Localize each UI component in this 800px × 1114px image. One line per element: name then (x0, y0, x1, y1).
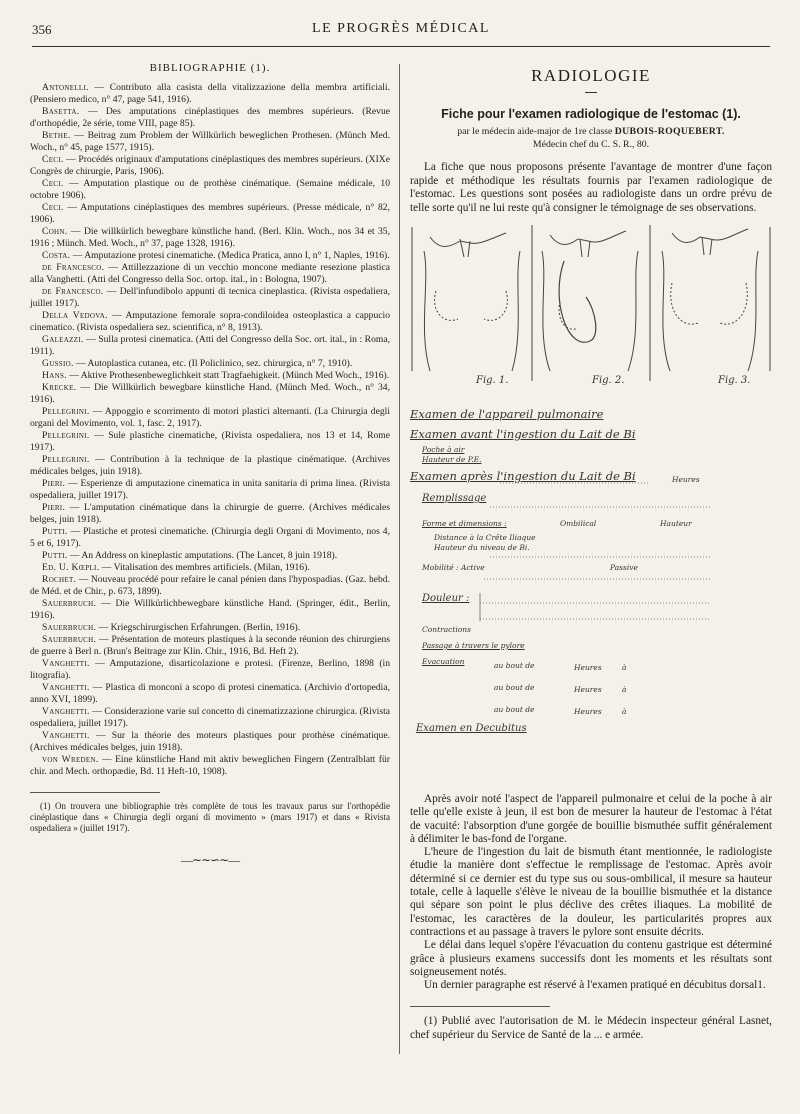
bibliography-entry (30, 370, 390, 382)
entry-author: Ceci. (42, 202, 64, 213)
form-shape: Forme et dimensions : (422, 519, 507, 528)
entry-text: — Appoggio e scorrimento di motori plastici alternanti. (La Chirurgia degli organi del Movimento, vol. 1, fasc. 2, 1917). (30, 406, 390, 429)
running-title: LE PROGRÈS MÉDICAL (312, 21, 490, 36)
entry-text: — L'amputation cinématique dans la chirurgie de guerre. (Archives médicales belges, juin 1918). (30, 502, 390, 525)
entry-text: — Sulla protesi cinematica. (Atti del Congresso della Soc. ort. ital., in : Roma, 1911). (30, 334, 390, 357)
form-mobility: Mobilité : Active (422, 563, 485, 572)
form-at-2: à (622, 685, 627, 694)
article-author (410, 125, 772, 151)
form-contractions: Contractions (422, 625, 471, 634)
entry-author: Bethe. (42, 130, 71, 141)
page-header (32, 18, 770, 47)
bibliography-entry (30, 334, 390, 358)
entry-author: Sauerbruch. (42, 598, 97, 609)
entry-text: — Esperienze di amputazione cinematica in unita sanitaria di prima linea. (Rivista ospedaliera, juillet 1917). (30, 478, 390, 501)
entry-text: — Sur la théorie des moteurs plastiques pour prothèse cinématique. (Archives médicales belges, juin 1918). (30, 730, 390, 753)
footnote-separator (410, 1006, 550, 1007)
entry-author: Cohn. (42, 226, 68, 237)
form-at-3: à (622, 707, 627, 716)
bibliography-entry (30, 226, 390, 250)
body-paragraph: Un dernier paragraphe est réservé à l'examen pratiqué en décubitus dorsal1. (424, 979, 766, 992)
stomach-figures (410, 221, 772, 403)
bibliography-entry (30, 634, 390, 658)
bibliography-entry (30, 106, 390, 130)
entry-text: — Kriegschirurgischen Erfahrungen. (Berlin, 1916). (96, 622, 301, 633)
title-dash (585, 92, 597, 93)
bibliography-entry (30, 706, 390, 730)
entry-text: — Présentation de moteurs plastiques à la seconde réunion des chirurgiens de guerre à Berl n. (Brun's Beitrage zur Klin. Chir., 1916, Bd. Heft 2). (30, 634, 390, 657)
entry-text: — Autoplastica cutanea, etc. (Il Policlinico, sez. chirurgica, n° 7, 1910). (73, 358, 353, 369)
entry-author: de Francesco. (42, 262, 105, 273)
entry-text: — Nouveau procédé pour refaire le canal pénien dans l'hypospadias. (Gaz. hebd. de Méd. et de Chir., p. 673, 1899). (30, 574, 390, 597)
article-title: Fiche pour l'examen radiologique de l'estomac (1). (441, 107, 741, 121)
bibliography-entry (30, 262, 390, 286)
figure-caption-3: Fig. 3. (718, 375, 751, 386)
article-footnote: (1) Publié avec l'autorisation de M. le Médecin inspecteur général Lasnet, chef supérieur du Service de Santé de la ... e armée. (410, 1015, 772, 1041)
form-height-pe: Hauteur de P.E. (422, 455, 482, 464)
bibliography-entry (30, 730, 390, 754)
bibliography-entry (30, 178, 390, 202)
bibliography-entry (30, 430, 390, 454)
form-bi-level: Hauteur du niveau de Bi. (434, 543, 530, 552)
entry-text: — Die Willkürlich bewegbare künstliche Hand. (Münch Med. Woch., n° 34, 1916). (30, 382, 390, 405)
form-at-1: à (622, 663, 627, 672)
author-role: Médecin chef du C. S. R., 80. (532, 139, 650, 150)
entry-text: — Contribution à la technique de la plastique cinématique. (Archives médicales belges, juin 1918). (30, 454, 390, 477)
entry-author: Pellegrini. (42, 454, 90, 465)
entry-text: — Dell'infundibolo appunti di tecnica cineplastica. (Rivista ospedaliera, juillet 1917). (30, 286, 390, 309)
radiology-form (410, 407, 772, 759)
entry-author: Putti. (42, 526, 68, 537)
form-evacuation: Evacuation (422, 657, 465, 666)
bibliography-entry (30, 454, 390, 478)
entry-text: — Die Willkürlichbewegbare künstliche Hand. (Springer, édit., Berlin, 1916). (30, 598, 390, 621)
ornament-divider: —∼∼∽∼— (180, 853, 240, 867)
entry-author: Ed. U. Kœpli. (42, 562, 100, 573)
form-umbilical: Ombilical (560, 519, 597, 528)
figure-caption-1: Fig. 1. (476, 375, 509, 386)
page-number: 356 (32, 22, 52, 37)
bibliography-entry (30, 682, 390, 706)
bibliography-entry (30, 202, 390, 226)
entry-text: — Beitrag zum Problem der Willkürlich beweglichen Prothesen. (Münch Med. Woch., n° 45, page 1577, 1915). (30, 130, 390, 153)
bibliography-entry (30, 250, 390, 262)
form-hours-2: Heures (574, 685, 602, 694)
entry-author: Vanghetti. (42, 706, 90, 717)
form-filling: Remplissage (422, 493, 487, 504)
entry-author: Vanghetti. (42, 658, 90, 669)
entry-author: Ceci. (42, 154, 64, 165)
entry-author: Vanghetti. (42, 682, 90, 693)
entry-text: — Considerazione varie sul concetto di cinematizzazione chirurgica. (Rivista ospedaliera, juillet 1917). (30, 706, 390, 729)
form-pylorus: Passage à travers le pylore (422, 641, 525, 650)
bibliography-entry (30, 310, 390, 334)
form-hours-label: Heures (672, 475, 700, 484)
body-paragraph: Après avoir noté l'aspect de l'appareil pulmonaire et celui de la poche à air telle qu'elle existe à jeun, il est bon de mesurer la hauteur de l'estomac à l'état de vacuité: l'absorption d'une gorgée de bouillie bismuthée suffit généralement à délimiter le bas-fond de l'organe. (410, 793, 772, 845)
bibliography-title: BIBLIOGRAPHIE (1). (149, 62, 271, 74)
entry-author: Vanghetti. (42, 730, 90, 741)
entry-author: Della Vedova. (42, 310, 108, 321)
entry-author: von Wreden. (42, 754, 99, 765)
figure-caption-2: Fig. 2. (592, 375, 625, 386)
bibliography-entry (30, 562, 390, 574)
entry-author: Basetta. (42, 106, 80, 117)
radiologie-column (410, 62, 772, 759)
entry-author: Ceci. (42, 178, 64, 189)
entry-text: — Amputation plastique ou de prothèse cinématique. (Semaine médicale, 10 octobre 1906). (30, 178, 390, 201)
form-hours-1: Heures (574, 663, 602, 672)
form-passive: Passive (610, 563, 638, 572)
entry-author: Krecke. (42, 382, 77, 393)
bibliography-entry (30, 130, 390, 154)
form-air-pocket: Poche à air (422, 445, 465, 454)
column-rule (399, 64, 400, 1054)
entry-author: de Francesco. (42, 286, 104, 297)
entry-author: Galeazzi. (42, 334, 84, 345)
entry-text: — Amputazione protesi cinematiche. (Medica Pratica, anno I, n° 1, Naples, 1916). (70, 250, 390, 261)
bibliography-column (30, 62, 390, 866)
bibliography-entry (30, 406, 390, 430)
form-pain: Douleur : (422, 593, 470, 604)
form-height: Hauteur (660, 519, 692, 528)
intro-paragraph: La fiche que nous proposons présente l'avantage de montrer d'une façon rapide et méthodique les résultats fournis par l'examen radiologique de l'estomac. Les questions sont posées au radiologiste dans un ordre prévu de telle sorte qu'il ne lui reste qu'à consigner le témoignage de ses observations. (410, 161, 772, 214)
entry-text: — Aktive Prothesenbeweglichkeit statt Tragfaehigkeit. (Münch Med Woch., 1916). (66, 370, 390, 381)
entry-author: Antonelli. (42, 82, 89, 93)
bibliography-footnote: (1) On trouvera une bibliographie très complète de tous les travaux parus sur l'orthopédie cinéplastique dans « Chirurgia degli organi di movimento » (mars 1917) et dans « Rivista ospedaliera » (juillet 1917). (30, 801, 390, 833)
entry-text: — Procédés originaux d'amputations cinéplastiques des membres supérieurs. (XIXe Congrès de chirurgie, Paris, 1906). (30, 154, 390, 177)
bibliography-entry (30, 622, 390, 634)
entry-text: — Contributo alla casista della vitalizzazione della membra artificiali. (Pensiero medico, n° 47, page 541, 1916). (30, 82, 390, 105)
entry-author: Sauerbruch. (42, 622, 97, 633)
bibliography-entry (30, 154, 390, 178)
entry-text: — Vitalisation des membres artificiels. (Milan, 1916). (99, 562, 310, 573)
bibliography-entry (30, 82, 390, 106)
article-body (410, 793, 772, 1042)
form-decubitus: Examen en Decubitus (416, 723, 527, 734)
bibliography-entry (30, 550, 390, 562)
entry-text: — Des amputations cinéplastiques des membres supérieurs. (Revue d'orthopédie, 2e série, tome VIII, page 85). (30, 106, 390, 129)
entry-text: — Amputazione femorale sopra-condiloidea osteoplastica a cappucio cinematico. (Rivista ospedaliera sez. scientifica, n° 8, 1913). (30, 310, 391, 333)
bibliography-entry (30, 382, 390, 406)
bibliography-entry (30, 502, 390, 526)
entry-author: Pellegrini. (42, 430, 90, 441)
body-paragraph: L'heure de l'ingestion du lait de bismuth étant mentionnée, le radiologiste étudie la manière dont s'effectue le remplissage de l'estomac. Après avoir déterminé si ce dernier est du type sus ou sous-ombilical, il mesure sa hauteur totale, celle à laquelle s'élève le niveau de la bouillie bismuthée et la distance qui sépare son point le plus déclive des crêtes iliaques. La mobilité de l'estomac, les caractères de la douleur, les particularités propres aux contractions et au passage à travers le pylore sont ensuite décrits. (410, 846, 772, 938)
entry-author: Hans. (42, 370, 67, 381)
form-after-2: au bout de (494, 683, 535, 692)
author-prefix: par le médecin aide-major de 1re classe (457, 126, 615, 137)
section-title: RADIOLOGIE (531, 66, 651, 85)
body-paragraph: Le délai dans lequel s'opère l'évacuation du contenu gastrique est déterminé grâce à plusieurs examens successifs dont les moments et les résultats sont soigneusement notés. (410, 939, 772, 978)
entry-text: — Plastiche et protesi cinematiche. (Chirurgia degli Organi di Movimento, nos 4, 5 et 6, 1917). (30, 526, 390, 549)
form-after-1: au bout de (494, 661, 535, 670)
entry-text: — Eine künstliche Hand mit aktiv beweglichen Fingern (Zentralblatt für chir. and Mech. orthopædie, Bd. 11 Heft-10, 1908). (30, 754, 390, 777)
entry-text: — Amputazione, disarticolazione e protesi. (Firenze, Berlino, 1898 (in litografia). (30, 658, 390, 681)
form-before-ingestion: Examen avant l'ingestion du Lait de Bi (410, 427, 636, 441)
form-iliac-distance: Distance à la Crête Iliaque (434, 533, 536, 542)
entry-text: — Sule plastiche cinematiche, (Rivista ospedaliera, nos 13 et 14, Rome 1917). (30, 430, 390, 453)
form-hours-3: Heures (574, 707, 602, 716)
bibliography-list (30, 82, 390, 778)
bibliography-entry (30, 526, 390, 550)
entry-text: — An Address on kineplastic amputations. (The Lancet, 8 juin 1918). (67, 550, 338, 561)
entry-author: Sauerbruch. (42, 634, 97, 645)
bibliography-entry (30, 754, 390, 778)
entry-text: — Amputations cinéplastiques des membres supérieurs. (Presse médicale, n° 82, 1906). (30, 202, 390, 225)
entry-author: Putti. (42, 550, 68, 561)
entry-author: Rochet. (42, 574, 77, 585)
entry-text: — Attillezzazione di un vecchio moncone mediante resezione plastica alla Vanghetti. (Atti del Congresso della Soc. ortop. ital., in : Bologna, 1907). (30, 262, 390, 285)
footnote-separator (30, 792, 160, 793)
entry-author: Pellegrini. (42, 406, 90, 417)
form-after-3: au bout de (494, 705, 535, 714)
form-pulmonary-exam: Examen de l'appareil pulmonaire (410, 407, 604, 421)
entry-text: — Die willkürlich bewegbare künstliche hand. (Berl. Klin. Woch., nos 34 et 35, 1916 ; Münch. Med. Woch., n° 37, page 1328, 1916). (30, 226, 390, 249)
entry-text: — Plastica di monconi a scopo di protesi cinematica. (Archivio d'ortopedia, anno XVI, 1899). (30, 682, 390, 705)
entry-author: Pieri. (42, 502, 66, 513)
bibliography-entry (30, 358, 390, 370)
form-after-ingestion: Examen après l'ingestion du Lait de Bi (410, 469, 636, 483)
bibliography-entry (30, 478, 390, 502)
author-name: DUBOIS-ROQUEBERT. (614, 126, 725, 137)
entry-author: Pieri. (42, 478, 66, 489)
bibliography-entry (30, 598, 390, 622)
entry-author: Gussio. (42, 358, 74, 369)
bibliography-entry (30, 658, 390, 682)
form-lines (410, 407, 772, 759)
entry-author: Costa. (42, 250, 71, 261)
bibliography-entry (30, 574, 390, 598)
bibliography-entry (30, 286, 390, 310)
